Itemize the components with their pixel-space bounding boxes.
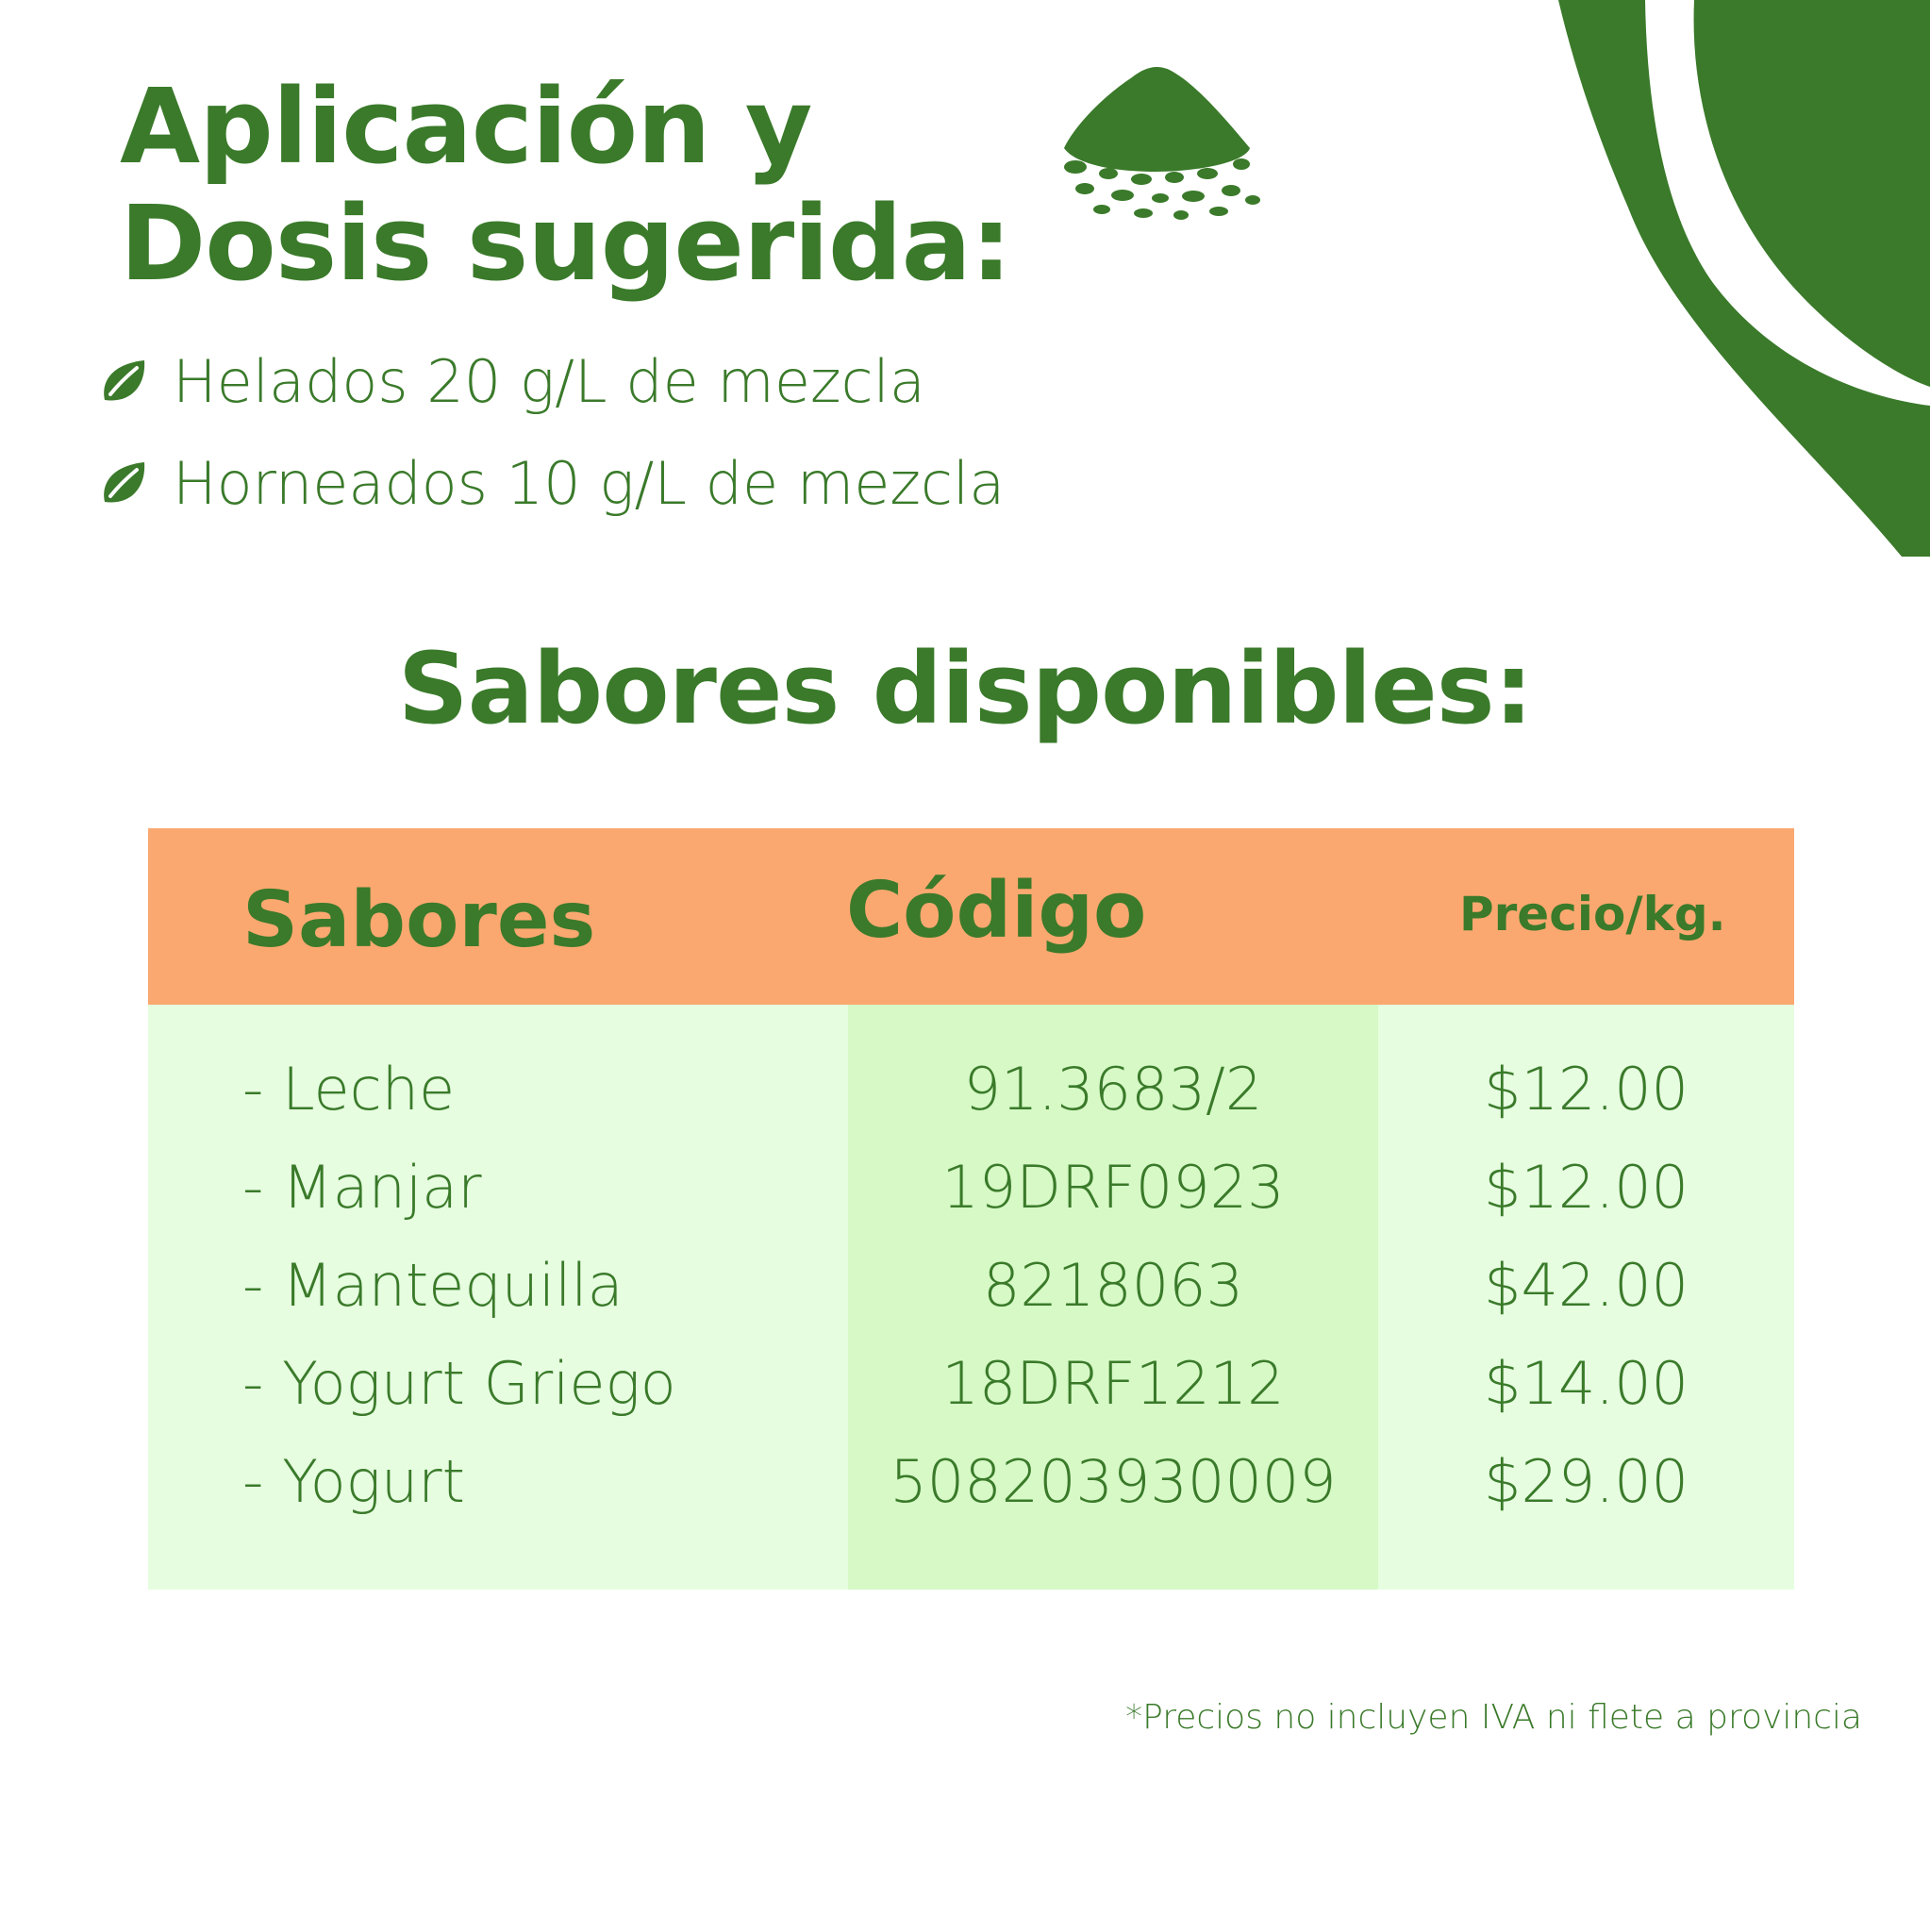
powder-pile-icon (1057, 58, 1264, 224)
title-line-2: Dosis sugerida: (120, 183, 1011, 304)
table-row (148, 1139, 1794, 1237)
price-cell: $12.00 (1484, 1153, 1689, 1222)
table-row (148, 1237, 1794, 1335)
flavors-table (148, 828, 1794, 1590)
code-cell: 18DRF1212 (941, 1349, 1285, 1418)
dosage-list (99, 330, 1005, 534)
flavor-cell: - Mantequilla (242, 1251, 624, 1320)
table-body (148, 1005, 1794, 1590)
code-cell: 19DRF0923 (941, 1153, 1285, 1222)
flavor-cell: - Yogurt Griego (242, 1349, 676, 1418)
price-cell: $12.00 (1484, 1055, 1689, 1124)
price-cell: $29.00 (1484, 1447, 1689, 1516)
page-title (120, 68, 1011, 302)
list-item (99, 432, 1005, 534)
table-rows (148, 1041, 1794, 1531)
dosage-text: Horneados 10 g/L de mezcla (173, 448, 1006, 518)
table-row (148, 1041, 1794, 1139)
list-item (99, 330, 1005, 432)
flavor-cell: - Yogurt (242, 1447, 465, 1516)
header-flavor: Sabores (242, 875, 596, 965)
table-row (148, 1433, 1794, 1531)
header-code: Código (846, 866, 1147, 956)
code-cell: 508203930009 (890, 1447, 1337, 1516)
corner-leaf-shape (1496, 0, 1930, 557)
leaf-icon (99, 357, 148, 406)
table-row (148, 1335, 1794, 1433)
code-cell: 91.3683/2 (963, 1055, 1263, 1124)
dosage-text: Helados 20 g/L de mezcla (173, 346, 925, 416)
title-line-1: Aplicación y (120, 66, 812, 187)
price-cell: $14.00 (1484, 1349, 1689, 1418)
price-cell: $42.00 (1484, 1251, 1689, 1320)
code-cell: 8218063 (982, 1251, 1244, 1320)
flavor-cell: - Manjar (242, 1153, 482, 1222)
header-price: Precio/kg. (1459, 887, 1726, 941)
flavor-cell: - Leche (242, 1055, 456, 1124)
leaf-icon (99, 458, 148, 508)
section-title: Sabores disponibles: (397, 631, 1533, 746)
table-header (148, 828, 1794, 1005)
footnote: *Precios no incluyen IVA ni flete a provincia (1125, 1698, 1862, 1737)
